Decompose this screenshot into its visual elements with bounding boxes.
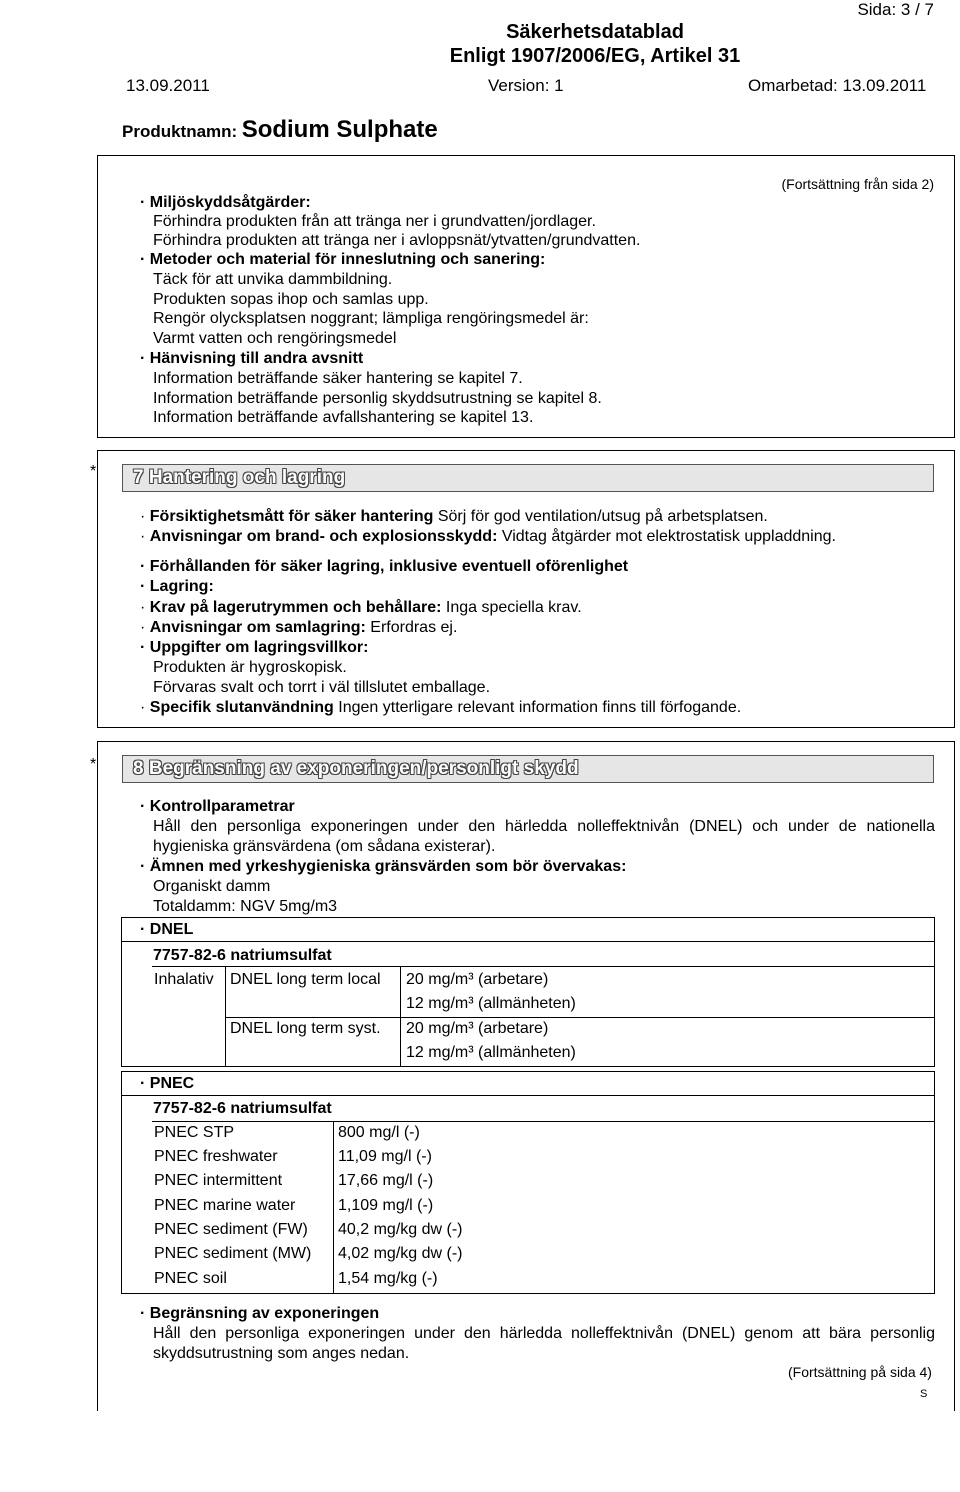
changed-marker: *: [90, 463, 97, 480]
product-label: Produktnamn:: [122, 122, 238, 141]
storage-condition-1: Produkten är hygroskopisk.: [153, 659, 347, 676]
page-number: Sida: 3 / 7: [857, 0, 934, 19]
specific-end-use: [140, 698, 741, 718]
joint-storage: [140, 618, 457, 638]
regulation-reference: Enligt 1907/2006/EG, Artikel 31: [449, 45, 741, 67]
dnel-syst-worker: 20 mg/m³ (arbetare): [406, 1020, 549, 1037]
fire-protection-label: Anvisningar om brand- och explosionsskydd:: [149, 528, 498, 545]
dnel-type-syst: DNEL long term syst.: [230, 1020, 381, 1037]
reference-line-2: Information beträffande personlig skyddsutrustning se kapitel 8.: [153, 390, 602, 407]
methods-line-2: Produkten sopas ihop och samlas upp.: [153, 291, 429, 308]
exposure-limitation-heading: · Begränsning av exponeringen: [140, 1304, 379, 1324]
joint-storage-text: Erfordras ej.: [370, 619, 458, 636]
pnec-name: PNEC sediment (FW): [154, 1221, 308, 1238]
references-heading: · Hänvisning till andra avsnitt: [140, 349, 363, 369]
pnec-value: 800 mg/l (-): [338, 1124, 420, 1141]
storage-conditions-label: · Uppgifter om lagringsvillkor:: [140, 638, 368, 658]
environmental-precautions-heading: · Miljöskyddsåtgärder:: [140, 193, 311, 213]
product-name: Sodium Sulphate: [241, 116, 438, 143]
storage-condition-2: Förvaras svalt och torrt i väl tillslutet emballage.: [153, 679, 491, 696]
handling-precautions: [140, 507, 768, 527]
storage-rooms-text: Inga speciella krav.: [445, 599, 582, 616]
dnel-syst-public: 12 mg/m³ (allmänheten): [406, 1044, 576, 1061]
methods-heading: · Metoder och material för inneslutning och sanering:: [140, 250, 545, 270]
continued-to: (Fortsättning på sida 4): [788, 1364, 932, 1380]
pnec-value: 4,02 mg/kg dw (-): [338, 1245, 463, 1262]
methods-line-4: Varmt vatten och rengöringsmedel: [153, 330, 397, 347]
control-parameters-heading: · Kontrollparametrar: [140, 797, 295, 817]
handling-precautions-text: Sörj för god ventilation/utsug på arbetsplatsen.: [437, 508, 768, 525]
dnel-type-local: DNEL long term local: [230, 971, 381, 988]
storage-rooms-label: Krav på lagerutrymmen och behållare:: [149, 599, 442, 616]
storage-rooms: [140, 598, 582, 618]
reference-line-1: Information beträffande säker hantering se kapitel 7.: [153, 370, 523, 387]
fire-protection-text: Vidtag åtgärder mot elektrostatisk uppladdning.: [501, 528, 836, 545]
print-date: 13.09.2011: [126, 76, 210, 95]
env-line-2: Förhindra produkten att tränga ner i avloppsnät/ytvatten/grundvatten.: [153, 232, 641, 249]
pnec-name: PNEC sediment (MW): [154, 1245, 312, 1262]
exposure-limitation-text: Håll den personliga exponeringen under den härledda nolleffektnivån (DNEL) genom att bära personlig skyddsutrustning som anges nedan.: [153, 1325, 935, 1362]
occupational-limits-heading: · Ämnen med yrkeshygieniska gränsvärden som bör övervakas:: [140, 857, 626, 877]
storage-heading: · Lagring:: [140, 577, 214, 597]
oel-line-1: Organiskt damm: [153, 878, 271, 895]
pnec-value: 40,2 mg/kg dw (-): [338, 1221, 463, 1238]
pnec-name: PNEC intermittent: [154, 1172, 283, 1189]
storage-conditions-heading: · Förhållanden för säker lagring, inklusive eventuell oförenlighet: [140, 557, 628, 577]
pnec-value: 11,09 mg/l (-): [338, 1148, 432, 1165]
pnec-value: 1,54 mg/kg (-): [338, 1270, 438, 1287]
joint-storage-label: Anvisningar om samlagring:: [149, 619, 366, 636]
methods-line-3: Rengör olycksplatsen noggrant; lämpliga rengöringsmedel är:: [153, 310, 589, 327]
footer-code: S: [920, 1388, 928, 1400]
pnec-name: PNEC STP: [154, 1124, 235, 1141]
pnec-name: PNEC marine water: [154, 1197, 296, 1214]
product-name-line: [122, 116, 438, 144]
dnel-heading: · DNEL: [140, 920, 193, 940]
pnec-name: PNEC freshwater: [154, 1148, 278, 1165]
section-7-title: 7 Hantering och lagring: [122, 464, 934, 492]
oel-line-2: Totaldamm: NGV 5mg/m3: [153, 898, 338, 915]
fire-protection: [140, 527, 836, 547]
dnel-route: Inhalativ: [154, 971, 214, 988]
dnel-substance: 7757-82-6 natriumsulfat: [153, 947, 332, 964]
version: Version: 1: [488, 76, 564, 95]
section-8-title: 8 Begränsning av exponeringen/personligt skydd: [122, 755, 934, 783]
continued-from: (Fortsättning från sida 2): [781, 176, 934, 192]
pnec-value: 1,109 mg/l (-): [338, 1197, 434, 1214]
pnec-value: 17,66 mg/l (-): [338, 1172, 434, 1189]
pnec-heading: · PNEC: [140, 1074, 194, 1094]
pnec-name: PNEC soil: [154, 1270, 227, 1287]
env-line-1: Förhindra produkten från att tränga ner i grundvatten/jordlager.: [153, 213, 596, 230]
pnec-substance: 7757-82-6 natriumsulfat: [153, 1100, 332, 1117]
control-parameters-text: Håll den personliga exponeringen under den härledda nolleffektnivån (DNEL) och under de nationella hygieniska gränsvärdena (om sådana existerar).: [153, 818, 935, 855]
reference-line-3: Information beträffande avfallshantering se kapitel 13.: [153, 409, 534, 426]
handling-precautions-label: Försiktighetsmått för säker hantering: [149, 508, 434, 525]
dnel-local-worker: 20 mg/m³ (arbetare): [406, 971, 549, 988]
dnel-local-public: 12 mg/m³ (allmänheten): [406, 995, 576, 1012]
revised-date: Omarbetad: 13.09.2011: [748, 76, 927, 95]
specific-end-use-text: Ingen ytterligare relevant information finns till förfogande.: [338, 699, 742, 716]
methods-line-1: Täck för att unvika dammbildning.: [153, 271, 393, 288]
document-title: Säkerhetsdatablad: [506, 21, 684, 43]
changed-marker-8: *: [90, 756, 97, 773]
specific-end-use-label: Specifik slutanvändning: [149, 699, 334, 716]
